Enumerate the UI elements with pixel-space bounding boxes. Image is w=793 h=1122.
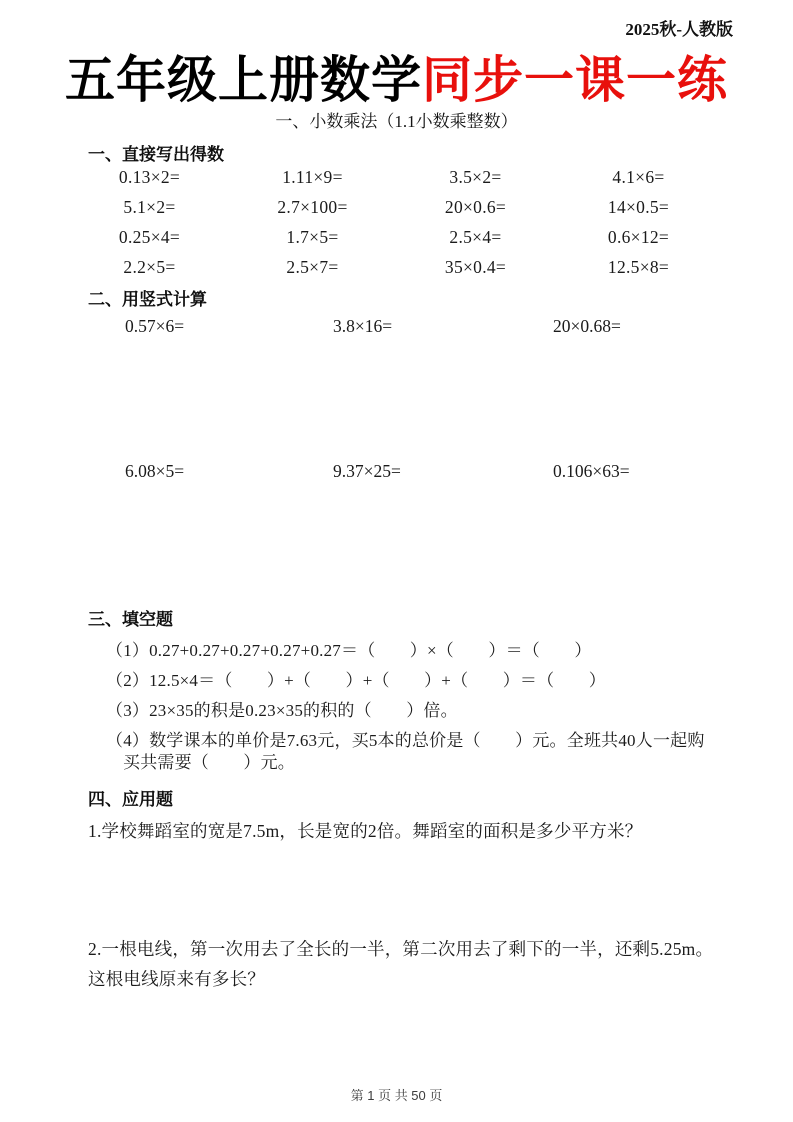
math-problem: 20×0.68= — [553, 316, 621, 336]
word-problem: 1.学校舞蹈室的宽是7.5m，长是宽的2倍。舞蹈室的面积是多少平方米？ — [88, 821, 643, 841]
edition-label: 2025秋-人教版 — [625, 20, 733, 39]
fill-blank-item: （1）0.27+0.27+0.27+0.27+0.27＝（ ）×（ ）＝（ ） — [106, 641, 592, 660]
vertical-problems-row — [125, 461, 745, 487]
direct-problems-grid — [68, 162, 720, 282]
math-problem: 6.08×5= — [125, 461, 185, 481]
page-number: 第 1 页 共 50 页 — [350, 1088, 443, 1103]
fill-blank-item: （4）数学课本的单价是7.63元，买5本的总价是（ ）元。全班共40人一起购 — [106, 731, 705, 750]
section-vertical-heading: 二、用竖式计算 — [88, 290, 207, 309]
math-problem: 0.6×12= — [607, 227, 670, 247]
math-problem: 1.11×9= — [282, 167, 343, 187]
math-problem: 3.5×2= — [449, 167, 502, 187]
fill-blank-item: （3）23×35的积是0.23×35的积的（ ）倍。 — [106, 701, 458, 720]
math-problem: 14×0.5= — [607, 197, 670, 217]
math-problem: 12.5×8= — [607, 257, 670, 277]
math-problem: 3.8×16= — [333, 316, 393, 336]
math-problem: 2.5×7= — [286, 257, 339, 277]
math-problem: 20×0.6= — [444, 197, 507, 217]
math-problem: 5.1×2= — [123, 197, 176, 217]
word-problem: 2.一根电线，第一次用去了全长的一半，第二次用去了剩下的一半，还剩5.25m。 — [88, 939, 714, 959]
math-problem: 0.106×63= — [553, 461, 630, 481]
title-course: 五年级上册数学 — [65, 52, 422, 108]
math-problem: 4.1×6= — [612, 167, 665, 187]
section-blanks-heading: 三、填空题 — [88, 610, 173, 629]
lesson-subtitle: 一、小数乘法（1.1小数乘整数） — [275, 112, 518, 131]
math-problem: 9.37×25= — [333, 461, 401, 481]
math-problem: 2.5×4= — [449, 227, 502, 247]
fill-blank-item: （2）12.5×4＝（ ）+（ ）+（ ）+（ ）＝（ ） — [106, 671, 606, 690]
vertical-problems-row — [125, 316, 745, 342]
math-problem: 1.7×5= — [286, 227, 339, 247]
math-problem: 2.2×5= — [123, 257, 176, 277]
math-problem: 0.25×4= — [118, 227, 181, 247]
math-problem: 35×0.4= — [444, 257, 507, 277]
math-problem: 2.7×100= — [277, 197, 348, 217]
word-problem-continued: 这根电线原来有多长？ — [88, 969, 265, 989]
math-problem: 0.57×6= — [125, 316, 185, 336]
section-direct-heading: 一、直接写出得数 — [88, 145, 224, 164]
page-title — [0, 40, 793, 112]
math-problem: 0.13×2= — [118, 167, 181, 187]
section-word-heading: 四、应用题 — [88, 790, 173, 809]
fill-blank-item-continued: 买共需要（ ）元。 — [123, 753, 295, 772]
title-series: 同步一课一练 — [422, 52, 728, 108]
